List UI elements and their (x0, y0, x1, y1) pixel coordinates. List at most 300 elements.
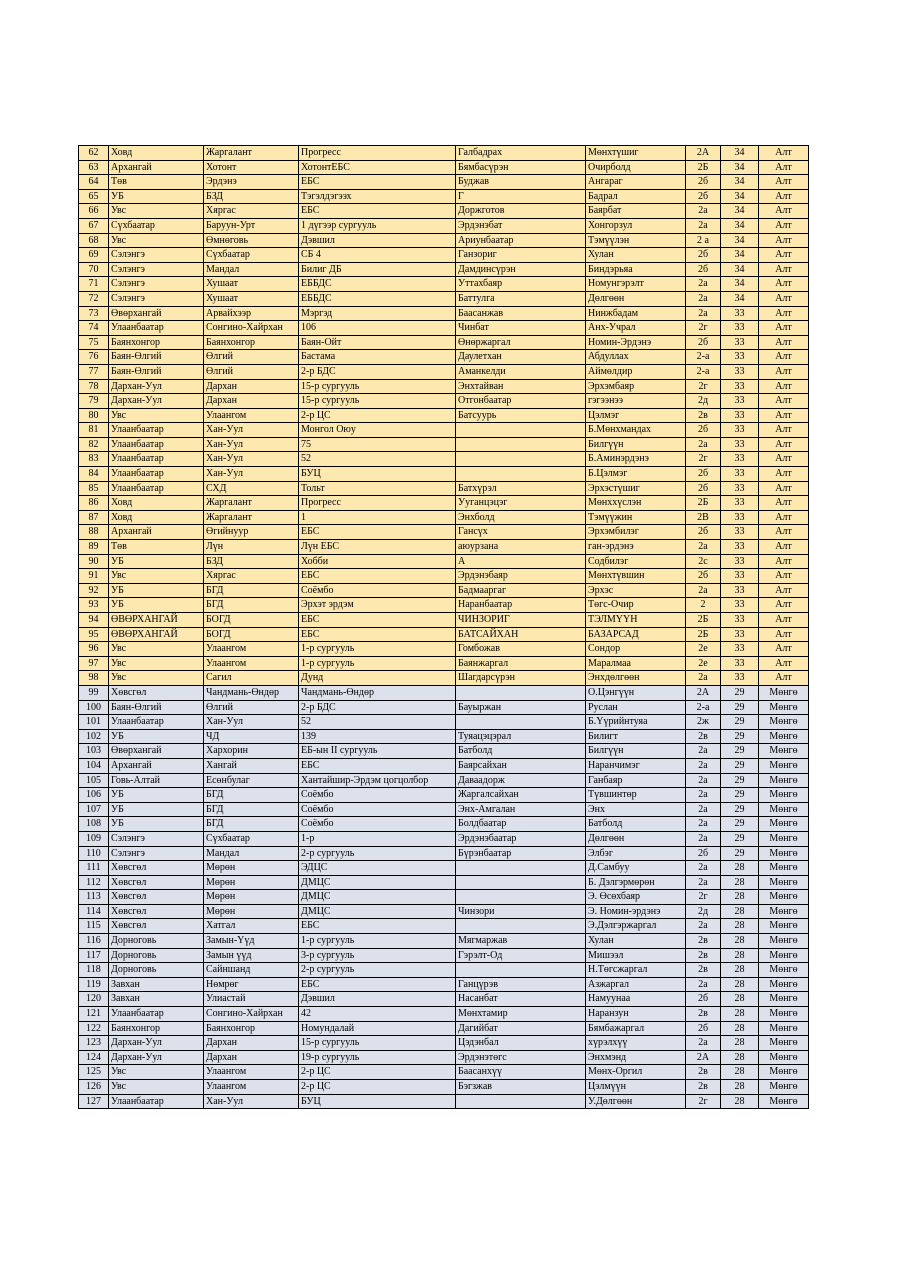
student-cell: Тэмүүжин (586, 510, 686, 525)
row-number: 117 (79, 948, 109, 963)
score-cell: 29 (721, 831, 759, 846)
row-number: 112 (79, 875, 109, 890)
student-cell: Биндэрьяа (586, 262, 686, 277)
province-cell: Ховд (109, 496, 204, 511)
grade-cell: 2б (686, 467, 721, 482)
row-number: 95 (79, 627, 109, 642)
student-cell: Э.Дэлгэржаргал (586, 919, 686, 934)
grade-cell: 2б (686, 262, 721, 277)
school-cell: 2-р БДС (299, 364, 456, 379)
district-cell: Мөрөн (204, 861, 299, 876)
grade-cell: 2а (686, 437, 721, 452)
score-cell: 33 (721, 350, 759, 365)
district-cell: БЗД (204, 189, 299, 204)
row-number: 101 (79, 715, 109, 730)
student-cell: Ганбаяр (586, 773, 686, 788)
teacher-cell: Чинзори (456, 904, 586, 919)
table-row (79, 817, 809, 832)
teacher-cell: Батболд (456, 744, 586, 759)
teacher-cell (456, 963, 586, 978)
grade-cell: 2а (686, 1036, 721, 1051)
row-number: 81 (79, 423, 109, 438)
student-cell: хүрэлхүү (586, 1036, 686, 1051)
grade-cell: 2в (686, 934, 721, 949)
medal-cell: Алт (759, 525, 809, 540)
province-cell: Завхан (109, 992, 204, 1007)
medal-cell: Алт (759, 554, 809, 569)
row-number: 78 (79, 379, 109, 394)
province-cell: УБ (109, 802, 204, 817)
student-cell: У.Дөлгөөн (586, 1094, 686, 1109)
table-row (79, 189, 809, 204)
school-cell: 2-р сургууль (299, 846, 456, 861)
province-cell: Баянхонгор (109, 1021, 204, 1036)
row-number: 89 (79, 540, 109, 555)
row-number: 118 (79, 963, 109, 978)
district-cell: Хушаат (204, 277, 299, 292)
school-cell: ДМЦС (299, 890, 456, 905)
province-cell: Улаанбаатар (109, 423, 204, 438)
district-cell: Хан-Уул (204, 437, 299, 452)
district-cell: БОГД (204, 627, 299, 642)
score-cell: 33 (721, 408, 759, 423)
teacher-cell: Даваадорж (456, 773, 586, 788)
student-cell: Хулан (586, 934, 686, 949)
province-cell: Хөвсгөл (109, 875, 204, 890)
district-cell: Хан-Уул (204, 467, 299, 482)
student-cell: Энх (586, 802, 686, 817)
score-cell: 28 (721, 861, 759, 876)
teacher-cell: Энхтайван (456, 379, 586, 394)
medal-cell: Алт (759, 452, 809, 467)
district-cell: БГД (204, 598, 299, 613)
district-cell: Мөрөн (204, 875, 299, 890)
table-row (79, 408, 809, 423)
score-cell: 33 (721, 452, 759, 467)
school-cell: Прогресс (299, 146, 456, 161)
district-cell: Хотонт (204, 160, 299, 175)
school-cell: ЕБС (299, 627, 456, 642)
province-cell: Дорноговь (109, 963, 204, 978)
teacher-cell: Бямбасүрэн (456, 160, 586, 175)
teacher-cell: Эрдэнэтөгс (456, 1050, 586, 1065)
school-cell: 1 (299, 510, 456, 525)
district-cell: Мөрөн (204, 890, 299, 905)
table-row (79, 788, 809, 803)
row-number: 94 (79, 613, 109, 628)
row-number: 65 (79, 189, 109, 204)
score-cell: 33 (721, 394, 759, 409)
table-row (79, 758, 809, 773)
table-row (79, 277, 809, 292)
province-cell: Сэлэнгэ (109, 846, 204, 861)
score-cell: 28 (721, 963, 759, 978)
province-cell: Увс (109, 569, 204, 584)
province-cell: Төв (109, 175, 204, 190)
row-number: 97 (79, 656, 109, 671)
score-cell: 34 (721, 146, 759, 161)
school-cell: ДМЦС (299, 904, 456, 919)
grade-cell: 2а (686, 306, 721, 321)
district-cell: Хатгал (204, 919, 299, 934)
score-cell: 33 (721, 423, 759, 438)
province-cell: Сэлэнгэ (109, 291, 204, 306)
province-cell: УБ (109, 598, 204, 613)
table-row (79, 948, 809, 963)
row-number: 77 (79, 364, 109, 379)
district-cell: Хяргас (204, 569, 299, 584)
score-cell: 29 (721, 729, 759, 744)
grade-cell: 2-а (686, 700, 721, 715)
district-cell: Дархан (204, 1036, 299, 1051)
student-cell: гэгээнээ (586, 394, 686, 409)
district-cell: Дархан (204, 1050, 299, 1065)
grade-cell: 2 (686, 598, 721, 613)
student-cell: Маралмаа (586, 656, 686, 671)
school-cell: Билиг ДБ (299, 262, 456, 277)
teacher-cell: Ариунбаатар (456, 233, 586, 248)
row-number: 66 (79, 204, 109, 219)
student-cell: О.Цэнгүүн (586, 685, 686, 700)
medal-cell: Мөнгө (759, 1050, 809, 1065)
province-cell: Увс (109, 408, 204, 423)
school-cell: ХотонтЕБС (299, 160, 456, 175)
medal-cell: Алт (759, 481, 809, 496)
row-number: 79 (79, 394, 109, 409)
province-cell: Увс (109, 671, 204, 686)
row-number: 86 (79, 496, 109, 511)
school-cell: СБ 4 (299, 248, 456, 263)
table-row (79, 583, 809, 598)
district-cell: Дархан (204, 394, 299, 409)
district-cell: Сонгино-Хайрхан (204, 321, 299, 336)
teacher-cell (456, 423, 586, 438)
table-row (79, 437, 809, 452)
grade-cell: 2а (686, 671, 721, 686)
school-cell: 15-р сургууль (299, 1036, 456, 1051)
school-cell: Хантайшир-Эрдэм цогцолбор (299, 773, 456, 788)
province-cell: Увс (109, 1080, 204, 1095)
grade-cell: 2б (686, 248, 721, 263)
score-cell: 28 (721, 1065, 759, 1080)
score-cell: 34 (721, 277, 759, 292)
district-cell: Замын-Үүд (204, 934, 299, 949)
table-row (79, 802, 809, 817)
medal-cell: Алт (759, 408, 809, 423)
table-row (79, 306, 809, 321)
score-cell: 33 (721, 335, 759, 350)
row-number: 64 (79, 175, 109, 190)
medal-cell: Мөнгө (759, 758, 809, 773)
grade-cell: 2в (686, 1065, 721, 1080)
teacher-cell: Наранбаатар (456, 598, 586, 613)
student-cell: Хонгорзул (586, 218, 686, 233)
school-cell: Монгол Оюу (299, 423, 456, 438)
row-number: 75 (79, 335, 109, 350)
district-cell: Дархан (204, 379, 299, 394)
province-cell: Улаанбаатар (109, 1007, 204, 1022)
grade-cell: 2-а (686, 364, 721, 379)
score-cell: 29 (721, 802, 759, 817)
district-cell: Жаргалант (204, 496, 299, 511)
medal-cell: Мөнгө (759, 977, 809, 992)
score-cell: 34 (721, 175, 759, 190)
table-row (79, 846, 809, 861)
school-cell: ЕБС (299, 525, 456, 540)
teacher-cell (456, 861, 586, 876)
table-row (79, 160, 809, 175)
score-cell: 34 (721, 218, 759, 233)
student-cell: Билигт (586, 729, 686, 744)
medal-cell: Алт (759, 583, 809, 598)
table-row (79, 394, 809, 409)
district-cell: СХД (204, 481, 299, 496)
score-cell: 28 (721, 1094, 759, 1109)
row-number: 103 (79, 744, 109, 759)
grade-cell: 2г (686, 379, 721, 394)
teacher-cell: Бүрэнбаатар (456, 846, 586, 861)
medal-cell: Мөнгө (759, 1036, 809, 1051)
table-row (79, 364, 809, 379)
table-row (79, 350, 809, 365)
teacher-cell: Энх-Амгалан (456, 802, 586, 817)
district-cell: Сайншанд (204, 963, 299, 978)
student-cell: Төгс-Очир (586, 598, 686, 613)
teacher-cell (456, 437, 586, 452)
grade-cell: 2а (686, 204, 721, 219)
grade-cell: 2-а (686, 350, 721, 365)
grade-cell: 2б (686, 481, 721, 496)
row-number: 96 (79, 642, 109, 657)
row-number: 76 (79, 350, 109, 365)
teacher-cell: Ганцүрэв (456, 977, 586, 992)
student-cell: Содбилэг (586, 554, 686, 569)
medal-cell: Алт (759, 656, 809, 671)
table-row (79, 525, 809, 540)
student-cell: Мөнх-Оргил (586, 1065, 686, 1080)
score-cell: 28 (721, 1021, 759, 1036)
teacher-cell: Туяацэцэрал (456, 729, 586, 744)
medal-cell: Мөнгө (759, 890, 809, 905)
medal-cell: Мөнгө (759, 802, 809, 817)
teacher-cell: Буджав (456, 175, 586, 190)
province-cell: Баян-Өлгий (109, 350, 204, 365)
province-cell: Баян-Өлгий (109, 700, 204, 715)
score-cell: 28 (721, 1036, 759, 1051)
province-cell: Улаанбаатар (109, 437, 204, 452)
school-cell: 2-р БДС (299, 700, 456, 715)
medal-cell: Алт (759, 218, 809, 233)
score-cell: 34 (721, 262, 759, 277)
teacher-cell (456, 890, 586, 905)
student-cell: Цэлмүүн (586, 1080, 686, 1095)
district-cell: Баянхонгор (204, 1021, 299, 1036)
score-cell: 28 (721, 875, 759, 890)
score-cell: 33 (721, 627, 759, 642)
grade-cell: 2а (686, 277, 721, 292)
table-row (79, 904, 809, 919)
medal-cell: Мөнгө (759, 831, 809, 846)
district-cell: Мөрөн (204, 904, 299, 919)
student-cell: Номин-Эрдэнэ (586, 335, 686, 350)
row-number: 87 (79, 510, 109, 525)
student-cell: Анх-Учрал (586, 321, 686, 336)
table-row (79, 831, 809, 846)
medal-cell: Мөнгө (759, 685, 809, 700)
school-cell: 19-р сургууль (299, 1050, 456, 1065)
school-cell: Хобби (299, 554, 456, 569)
row-number: 70 (79, 262, 109, 277)
district-cell: Арвайхээр (204, 306, 299, 321)
row-number: 105 (79, 773, 109, 788)
student-cell: Билгүүн (586, 744, 686, 759)
student-cell: Батболд (586, 817, 686, 832)
student-cell: Эрхэс (586, 583, 686, 598)
school-cell: 2-р ЦС (299, 1080, 456, 1095)
district-cell: Улаангом (204, 1065, 299, 1080)
score-cell: 29 (721, 744, 759, 759)
table-row (79, 992, 809, 1007)
province-cell: УБ (109, 554, 204, 569)
school-cell: Лүн ЕБС (299, 540, 456, 555)
province-cell: Увс (109, 642, 204, 657)
score-cell: 28 (721, 948, 759, 963)
medal-cell: Алт (759, 394, 809, 409)
medal-cell: Мөнгө (759, 934, 809, 949)
row-number: 115 (79, 919, 109, 934)
medal-cell: Алт (759, 175, 809, 190)
score-cell: 33 (721, 525, 759, 540)
province-cell: Ховд (109, 510, 204, 525)
score-cell: 33 (721, 364, 759, 379)
student-cell: Очирболд (586, 160, 686, 175)
medal-cell: Алт (759, 540, 809, 555)
table-row (79, 569, 809, 584)
grade-cell: 2ж (686, 715, 721, 730)
score-cell: 28 (721, 1007, 759, 1022)
district-cell: Өлгий (204, 700, 299, 715)
teacher-cell: Мягмаржав (456, 934, 586, 949)
medal-cell: Алт (759, 146, 809, 161)
teacher-cell: Болдбаатар (456, 817, 586, 832)
medal-cell: Алт (759, 613, 809, 628)
score-cell: 34 (721, 291, 759, 306)
province-cell: Хөвсгөл (109, 904, 204, 919)
row-number: 113 (79, 890, 109, 905)
province-cell: УБ (109, 729, 204, 744)
row-number: 121 (79, 1007, 109, 1022)
school-cell: Тольт (299, 481, 456, 496)
score-cell: 28 (721, 919, 759, 934)
province-cell: Улаанбаатар (109, 467, 204, 482)
student-cell: Түвшинтөр (586, 788, 686, 803)
row-number: 109 (79, 831, 109, 846)
row-number: 120 (79, 992, 109, 1007)
score-cell: 29 (721, 773, 759, 788)
medal-cell: Алт (759, 569, 809, 584)
province-cell: Улаанбаатар (109, 481, 204, 496)
medal-cell: Мөнгө (759, 715, 809, 730)
medal-cell: Мөнгө (759, 963, 809, 978)
district-cell: Өлгий (204, 364, 299, 379)
teacher-cell (456, 685, 586, 700)
score-cell: 34 (721, 204, 759, 219)
district-cell: БГД (204, 817, 299, 832)
table-row (79, 510, 809, 525)
table-row (79, 613, 809, 628)
medal-cell: Мөнгө (759, 919, 809, 934)
teacher-cell: Энхболд (456, 510, 586, 525)
score-cell: 33 (721, 613, 759, 628)
table-row (79, 715, 809, 730)
student-cell: Б.Цэлмэг (586, 467, 686, 482)
grade-cell: 2б (686, 525, 721, 540)
table-row (79, 262, 809, 277)
school-cell: ЕБС (299, 758, 456, 773)
school-cell: 1-р сургууль (299, 642, 456, 657)
grade-cell: 2а (686, 817, 721, 832)
medal-cell: Алт (759, 364, 809, 379)
province-cell: Хөвсгөл (109, 861, 204, 876)
results-table (78, 145, 809, 1109)
school-cell: Прогресс (299, 496, 456, 511)
row-number: 98 (79, 671, 109, 686)
student-cell: Дөлгөөн (586, 291, 686, 306)
district-cell: Баруун-Урт (204, 218, 299, 233)
district-cell: Өгийнуур (204, 525, 299, 540)
province-cell: Дорноговь (109, 948, 204, 963)
medal-cell: Мөнгө (759, 875, 809, 890)
student-cell: Руслан (586, 700, 686, 715)
province-cell: Сүхбаатар (109, 218, 204, 233)
medal-cell: Алт (759, 262, 809, 277)
teacher-cell (456, 452, 586, 467)
medal-cell: Мөнгө (759, 1007, 809, 1022)
grade-cell: 2а (686, 875, 721, 890)
grade-cell: 2А (686, 685, 721, 700)
province-cell: Увс (109, 233, 204, 248)
district-cell: Есөнбулаг (204, 773, 299, 788)
medal-cell: Мөнгө (759, 948, 809, 963)
score-cell: 33 (721, 569, 759, 584)
school-cell: ЕБС (299, 175, 456, 190)
grade-cell: 2б (686, 423, 721, 438)
teacher-cell: А (456, 554, 586, 569)
student-cell: Сондор (586, 642, 686, 657)
district-cell: БГД (204, 583, 299, 598)
teacher-cell: Ганзориг (456, 248, 586, 263)
row-number: 127 (79, 1094, 109, 1109)
row-number: 119 (79, 977, 109, 992)
school-cell: Соёмбо (299, 583, 456, 598)
district-cell: БОГД (204, 613, 299, 628)
province-cell: Дархан-Уул (109, 394, 204, 409)
district-cell: Сагил (204, 671, 299, 686)
student-cell: Б.Үүрийнтуяа (586, 715, 686, 730)
school-cell: ДМЦС (299, 875, 456, 890)
school-cell: 42 (299, 1007, 456, 1022)
row-number: 88 (79, 525, 109, 540)
district-cell: Эрдэнэ (204, 175, 299, 190)
student-cell: Н.Төгсжаргал (586, 963, 686, 978)
school-cell: 15-р сургууль (299, 394, 456, 409)
row-number: 90 (79, 554, 109, 569)
province-cell: Дархан-Уул (109, 1036, 204, 1051)
grade-cell: 2б (686, 335, 721, 350)
district-cell: Хан-Уул (204, 423, 299, 438)
student-cell: Хулан (586, 248, 686, 263)
score-cell: 33 (721, 554, 759, 569)
